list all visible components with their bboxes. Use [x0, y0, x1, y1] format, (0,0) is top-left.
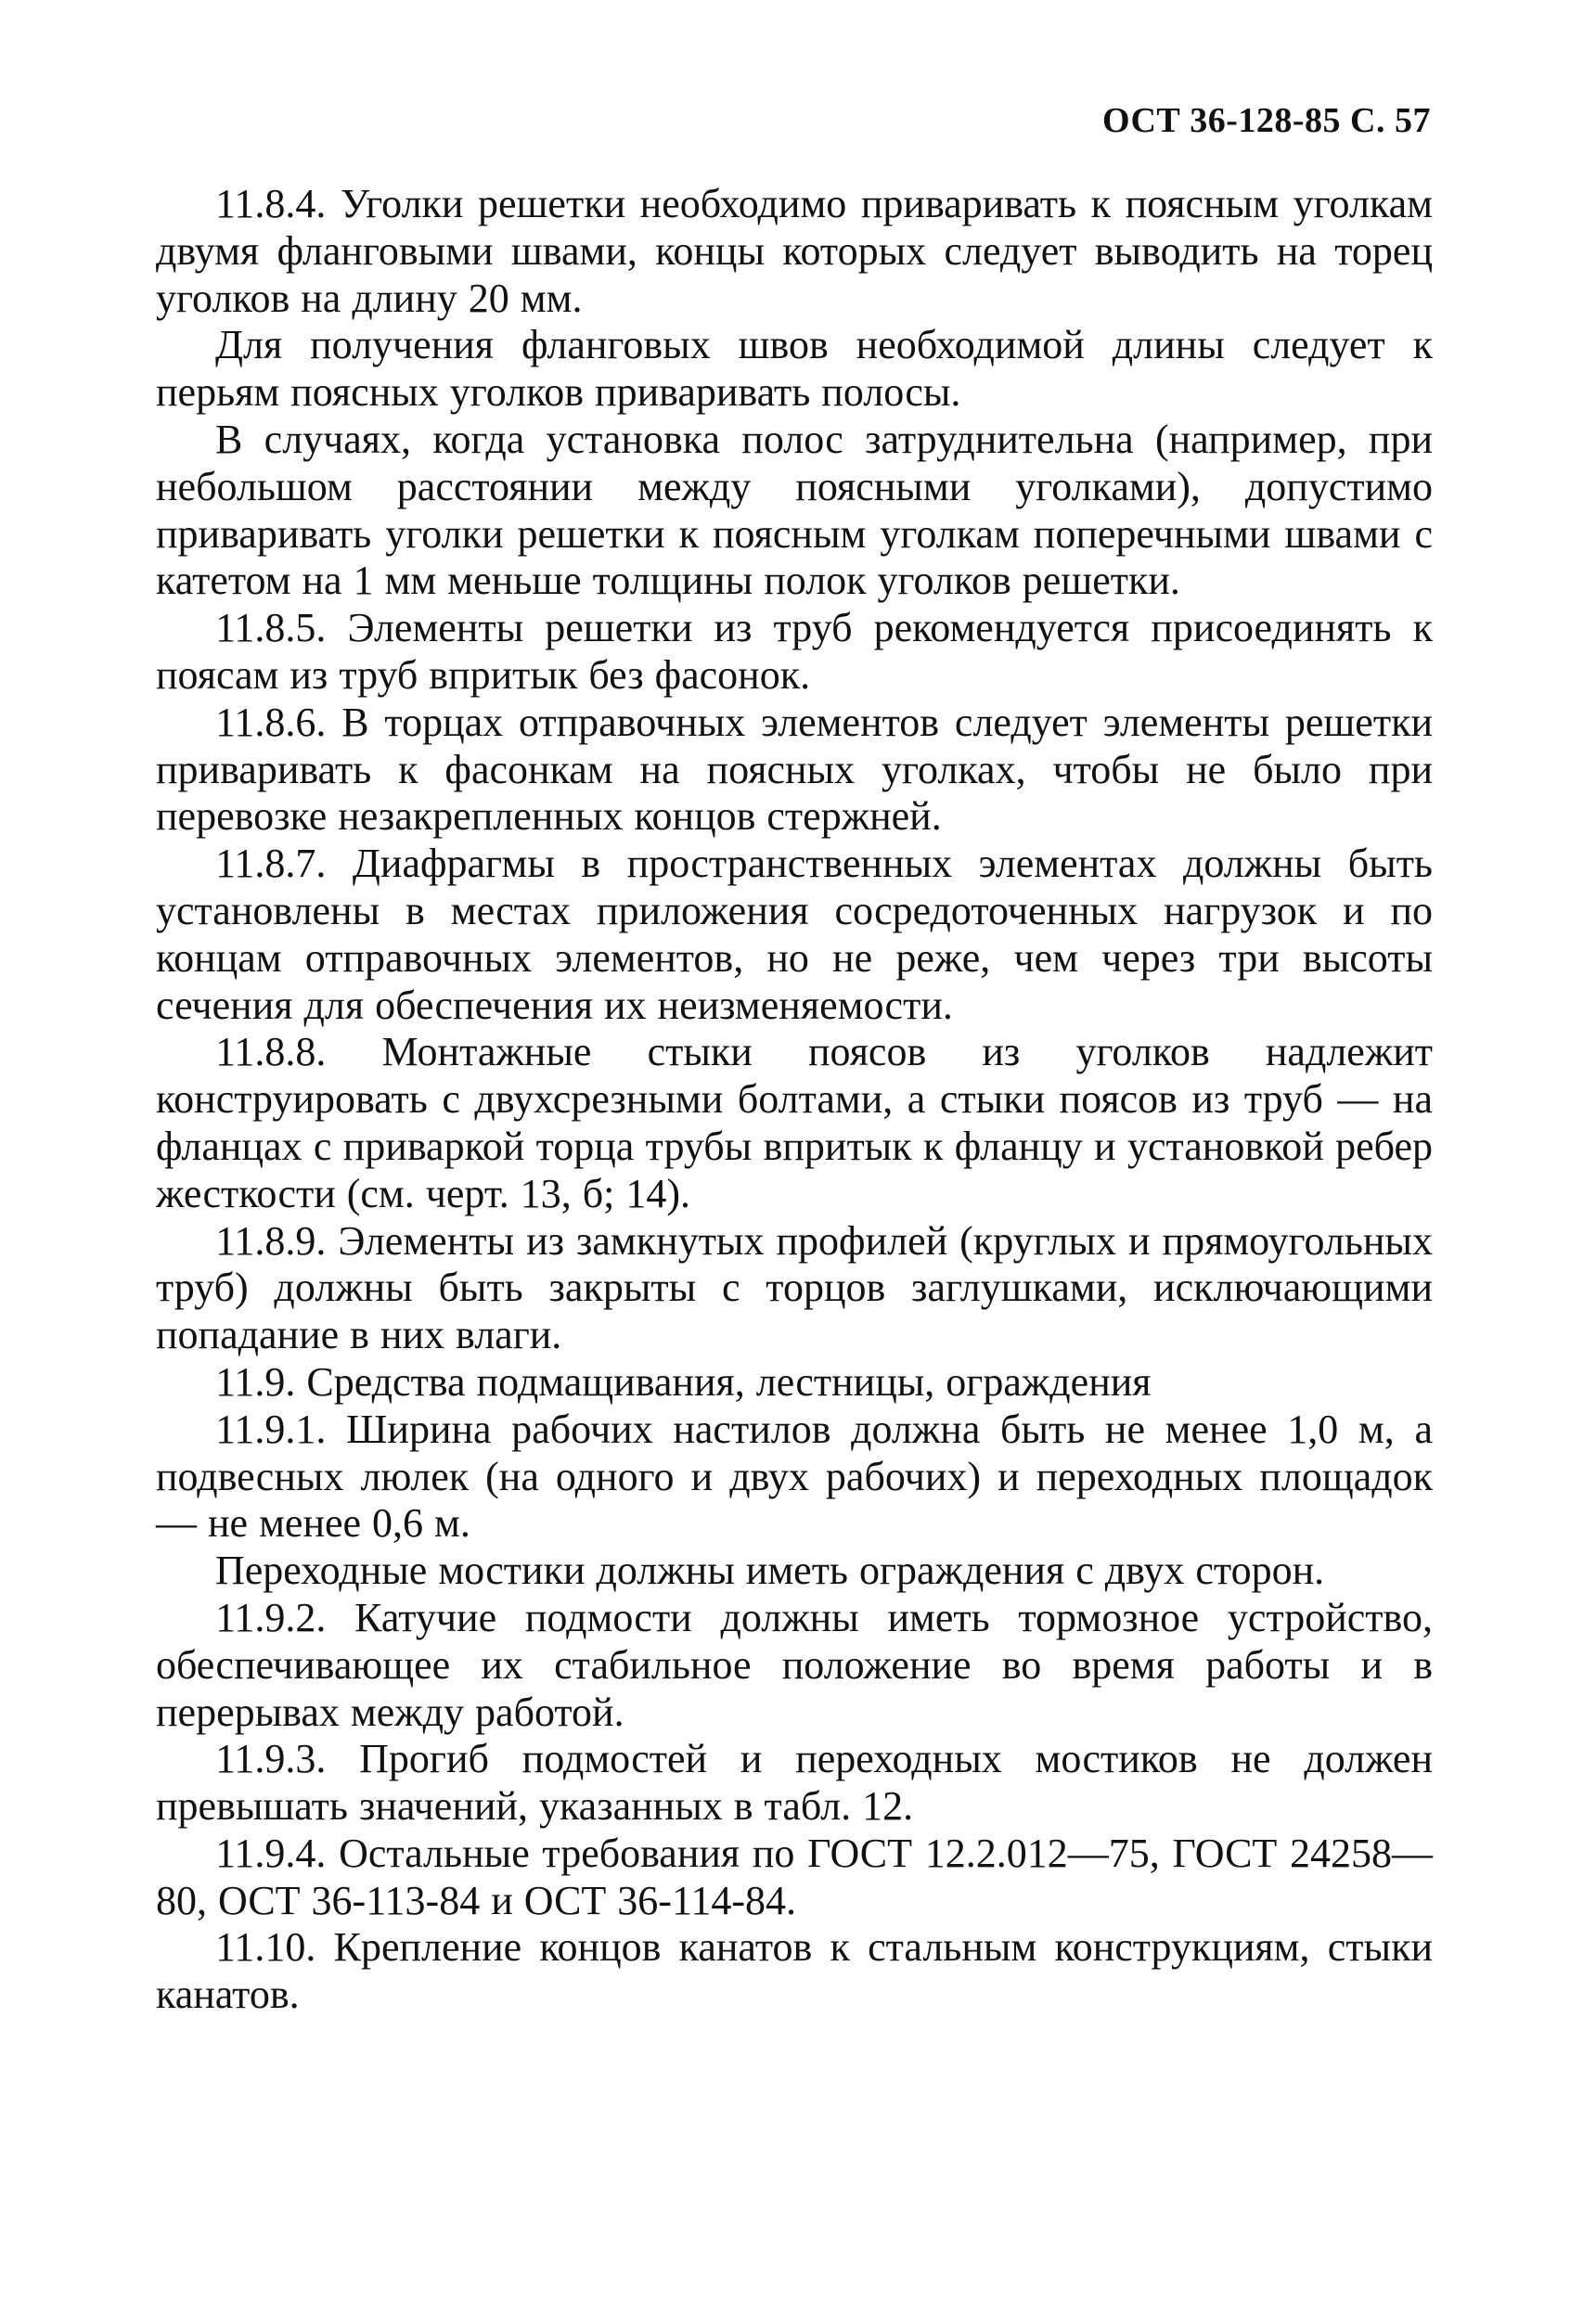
paragraph-11-10: 11.10. Крепление концов канатов к стальным конструкциям, стыки канатов.	[156, 1924, 1433, 2018]
paragraph-11-8-4: 11.8.4. Уголки решетки необходимо приваривать к поясным уголкам двумя фланговыми швами, концы которых следует выводить на торец уголков на длину 20 мм.	[156, 181, 1433, 321]
paragraph-11-8-7: 11.8.7. Диафрагмы в пространственных элементах должны быть установлены в местах приложения сосредоточенных нагрузок и по концам отправочных элементов, но не реже, чем через три высоты сечения для обеспечения их неизменяемости.	[156, 841, 1433, 1028]
paragraph-flange-welds: Для получения фланговых швов необходимой длины следует к перьям поясных уголков приваривать полосы.	[156, 322, 1433, 416]
paragraph-11-8-8: 11.8.8. Монтажные стыки поясов из уголков надлежит конструировать с двухсрезными болтами, а стыки поясов из труб — на фланцах с приваркой торца трубы впритык к фланцу и установкой ребер жесткости (см. черт. 13, б; 14).	[156, 1029, 1433, 1216]
paragraph-11-8-5: 11.8.5. Элементы решетки из труб рекомендуется присоединять к поясам из труб впритык без фасонок.	[156, 605, 1433, 698]
section-heading-11-9: 11.9. Средства подмащивания, лестницы, ограждения	[215, 1358, 1152, 1405]
paragraph-11-9-3: 11.9.3. Прогиб подмостей и переходных мостиков не должен превышать значений, указанных в табл. 12.	[156, 1736, 1433, 1830]
paragraph-11-9-2: 11.9.2. Катучие подмости должны иметь тормозное устройство, обеспечивающее их стабильное положение во время работы и в перерывах между работой.	[156, 1594, 1433, 1735]
paragraph-11-9-4: 11.9.4. Остальные требования по ГОСТ 12.2.012—75, ГОСТ 24258—80, ОСТ 36-113-84 и ОСТ 36-114-84.	[156, 1830, 1433, 1923]
paragraph-11-9-1: 11.9.1. Ширина рабочих настилов должна быть не менее 1,0 м, а подвесных люлек (на одного и двух рабочих) и переходных площадок — не менее 0,6 м.	[156, 1406, 1433, 1547]
paragraph-11-8-9: 11.8.9. Элементы из замкнутых профилей (круглых и прямоугольных труб) должны быть закрыты с торцов заглушками, исключающими попадание в них влаги.	[156, 1217, 1433, 1358]
document-body	[156, 181, 1433, 2019]
paragraph-strip-installation: В случаях, когда установка полос затруднительна (например, при небольшом расстоянии между поясными уголками), допустимо приваривать уголки решетки к поясным уголкам поперечными швами с катетом на 1 мм меньше толщины полок уголков решетки.	[156, 416, 1433, 604]
paragraph-bridges-railings: Переходные мостики должны иметь ограждения с двух сторон.	[215, 1548, 1325, 1594]
page-header: ОСТ 36-128-85 С. 57	[1101, 101, 1431, 140]
paragraph-11-8-6: 11.8.6. В торцах отправочных элементов следует элементы решетки приваривать к фасонкам на поясных уголках, чтобы не было при перевозке незакрепленных концов стержней.	[156, 699, 1433, 840]
